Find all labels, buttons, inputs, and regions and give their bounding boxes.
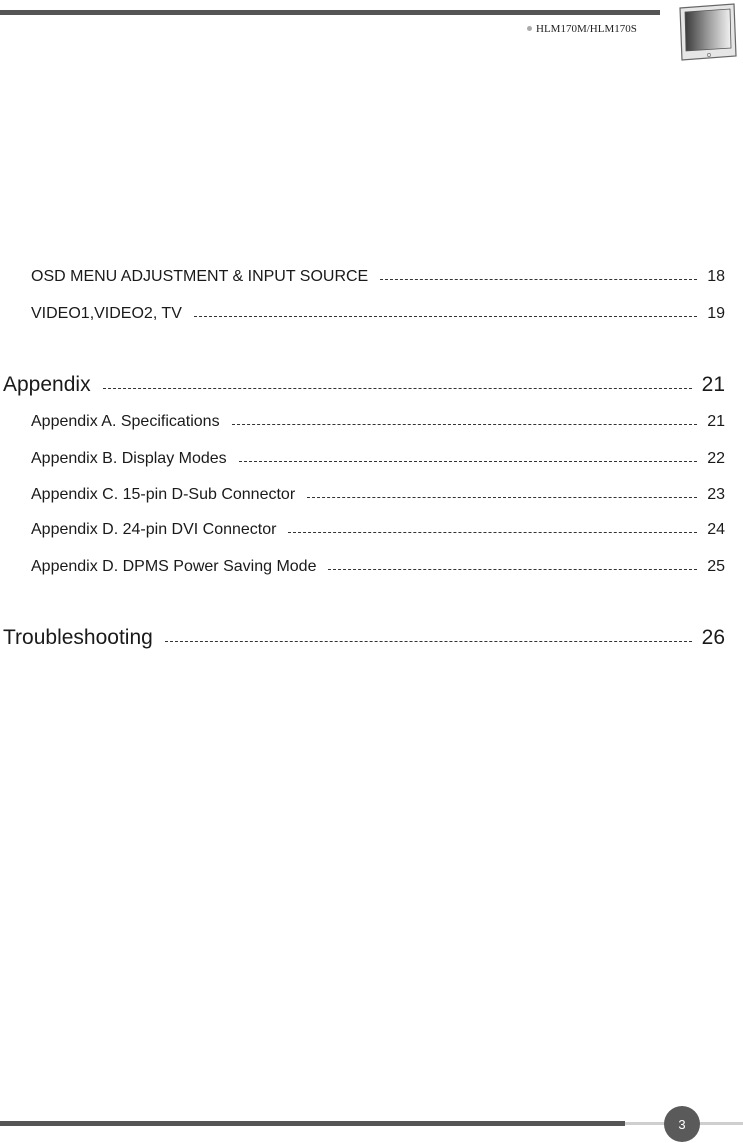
dotted-leader — [288, 532, 697, 533]
page-number-badge — [664, 1106, 700, 1142]
toc-entry-video[interactable] — [31, 303, 725, 323]
toc-entry-label: OSD MENU ADJUSTMENT & INPUT SOURCE — [31, 268, 369, 285]
toc-entry-page: 19 — [707, 305, 725, 322]
toc-section-page: 26 — [701, 626, 725, 649]
toc-entry-appendix-d-dpms[interactable] — [31, 556, 725, 576]
dotted-leader — [328, 569, 697, 570]
toc-entry-label: VIDEO1,VIDEO2, TV — [31, 305, 182, 322]
dotted-leader — [239, 461, 698, 462]
toc-entry-appendix-a[interactable] — [31, 411, 725, 431]
model-label — [527, 23, 637, 35]
toc-entry-page: 21 — [707, 413, 725, 430]
dotted-leader — [103, 388, 692, 389]
toc-section-label: Appendix — [3, 373, 91, 396]
toc-entry-page: 22 — [707, 450, 725, 467]
bullet-dot-icon — [527, 26, 532, 31]
toc-entry-appendix-c[interactable] — [31, 484, 725, 504]
toc-section-label: Troubleshooting — [3, 626, 153, 649]
dotted-leader — [194, 316, 697, 317]
model-text: HLM170M/HLM170S — [536, 23, 637, 35]
toc-entry-label: Appendix A. Specifications — [31, 413, 220, 430]
toc-section-appendix[interactable] — [3, 371, 725, 397]
page-number: 3 — [678, 1116, 686, 1132]
toc-entry-label: Appendix C. 15-pin D-Sub Connector — [31, 486, 296, 503]
toc-entry-page: 18 — [707, 268, 725, 285]
toc-entry-page: 24 — [707, 521, 725, 538]
toc-entry-appendix-b[interactable] — [31, 448, 725, 468]
toc-entry-page: 25 — [707, 558, 725, 575]
toc-section-troubleshooting[interactable] — [3, 624, 725, 650]
toc-entry-label: Appendix B. Display Modes — [31, 450, 227, 467]
header-rule — [0, 10, 660, 15]
toc-entry-label: Appendix D. 24-pin DVI Connector — [31, 521, 277, 538]
toc-entry-label: Appendix D. DPMS Power Saving Mode — [31, 558, 317, 575]
toc-entry-osd-menu[interactable] — [31, 266, 725, 286]
toc-section-page: 21 — [701, 373, 725, 396]
toc-entry-page: 23 — [707, 486, 725, 503]
toc-entry-appendix-d-dvi[interactable] — [31, 519, 725, 539]
monitor-icon — [676, 2, 738, 64]
dotted-leader — [307, 497, 697, 498]
footer-rule — [0, 1121, 625, 1126]
dotted-leader — [380, 279, 697, 280]
dotted-leader — [165, 641, 692, 642]
dotted-leader — [232, 424, 698, 425]
